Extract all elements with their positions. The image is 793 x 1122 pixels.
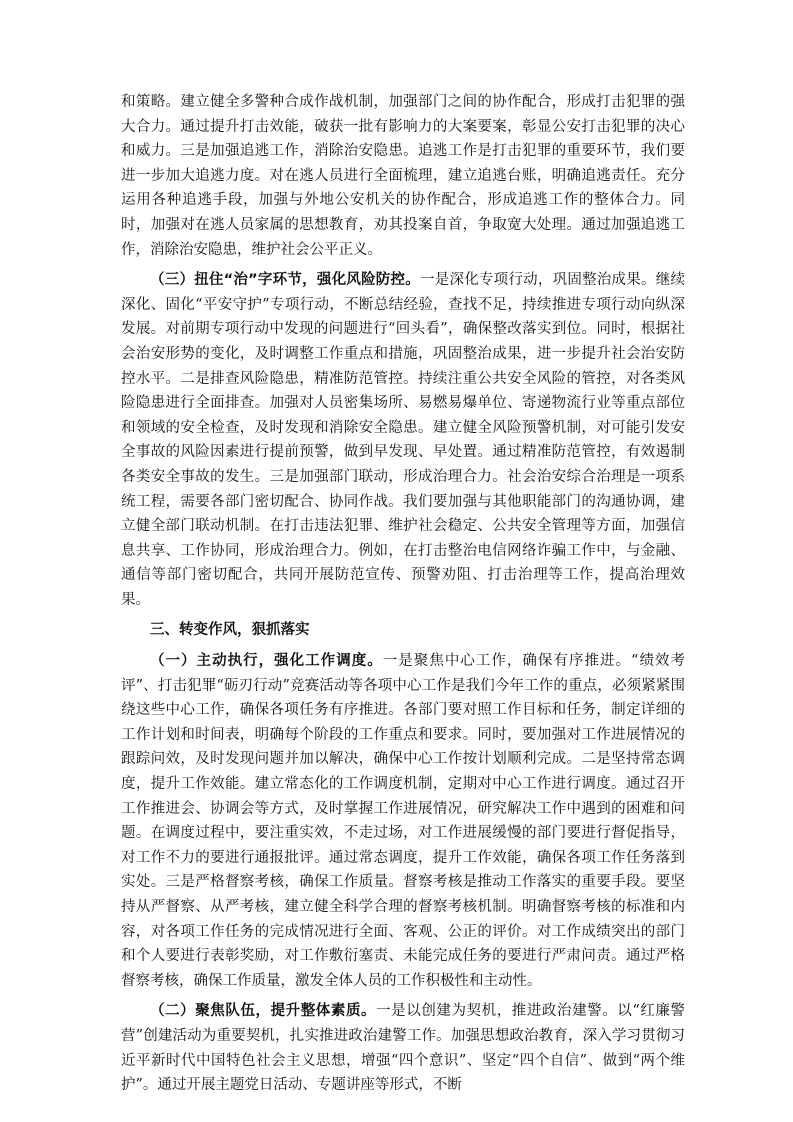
paragraph-3 [121,649,685,993]
paragraph-4 [121,999,685,1097]
paragraph-3-text: 一是聚焦中心工作，确保有序推进。“绩效考评”、打击犯罪“砺刃行动”竞赛活动等各项中心工作是我们今年工作的重点，必须紧紧围绕这些中心工作，确保各项任务有序推进。各部门要对照工作目标和任务，制定详细的工作计划和时间表，明确每个阶段的工作重点和要求。同时，要加强对工作进展情况的跟踪问效，及时发现问题并加以解决，确保中心工作按计划顺利完成。二是坚持常态调度，提升工作效能。建立常态化的工作调度机制，定期对中心工作进行调度。通过召开工作推进会、协调会等方式，及时掌握工作进展情况，研究解决工作中遇到的困难和问题。在调度过程中，要注重实效，不走过场，对工作进展缓慢的部门要进行督促指导，对工作不力的要进行通报批评。通过常态调度，提升工作效能，确保各项工作任务落到实处。三是严格督察考核，确保工作质量。督察考核是推动工作落实的重要手段。要坚持从严督察、从严考核，建立健全科学合理的督察考核机制。明确督察考核的标准和内容，对各项工作任务的完成情况进行全面、客观、公正的评价。对工作成绩突出的部门和个人要进行表彰奖励，对工作敷衍塞责、未能完成任务的要进行严肃问责。通过严格督察考核，确保工作质量，激发全体人员的工作积极性和主动性。 [121,653,685,989]
paragraph-1-text: 和策略。建立健全多警种合成作战机制，加强部门之间的协作配合，形成打击犯罪的强大合力。通过提升打击效能，破获一批有影响力的大案要案，彰显公安打击犯罪的决心和威力。三是加强追逃工作，消除治安隐患。追逃工作是打击犯罪的重要环节，我们要进一步加大追逃力度。对在逃人员进行全面梳理，建立追逃台账，明确追逃责任。充分运用各种追逃手段，加强与外地公安机关的协作配合，形成追逃工作的整体合力。同时，加强对在逃人员家属的思想教育，劝其投案自首，争取宽大处理。通过加强追逃工作，消除治安隐患，维护社会公平正义。 [121,94,685,258]
paragraph-3-lead: （一）主动执行，强化工作调度。 [150,653,383,670]
paragraph-1 [121,90,685,262]
paragraph-4-lead: （二）聚焦队伍，提升整体素质。 [150,1003,377,1020]
paragraph-2 [121,268,685,612]
paragraph-2-text: 一是深化专项行动，巩固整治成果。继续深化、固化“平安守护”专项行动，不断总结经验，查找不足，持续推进专项行动向纵深发展。对前期专项行动中发现的问题进行“回头看”，确保整改落实到位。同时，根据社会治安形势的变化，及时调整工作重点和措施，巩固整治成果，进一步提升社会治安防控水平。二是排查风险隐患，精准防范管控。持续注重公共安全风险的管控，对各类风险隐患进行全面排查。加强对人员密集场所、易燃易爆单位、寄递物流行业等重点部位和领域的安全检查，及时发现和消除安全隐患。建立健全风险预警机制，对可能引发安全事故的风险因素进行提前预警，做到早发现、早处置。通过精准防范管控，有效遏制各类安全事故的发生。三是加强部门联动，形成治理合力。社会治安综合治理是一项系统工程，需要各部门密切配合、协同作战。我们要加强与其他职能部门的沟通协调，建立健全部门联动机制。在打击违法犯罪、维护社会稳定、公共安全管理等方面，加强信息共享、工作协同，形成治理合力。例如，在打击整治电信网络诈骗工作中，与金融、通信等部门密切配合，共同开展防范宣传、预警劝阻、打击治理等工作，提高治理效果。 [121,272,685,608]
paragraph-2-lead: （三）扭住“治”字环节，强化风险防控。 [150,272,421,289]
paragraph-4-text: 一是以创建为契机，推进政治建警。以“红廉警营”创建活动为重要契机，扎实推进政治建警工作。加强思想政治教育，深入学习贯彻习近平新时代中国特色社会主义思想，增强“四个意识”、坚定“四个自信”、做到“两个维护”。通过开展主题党日活动、专题讲座等形式，不断 [121,1003,685,1094]
section-heading: 三、转变作风，狠抓落实 [150,622,310,639]
